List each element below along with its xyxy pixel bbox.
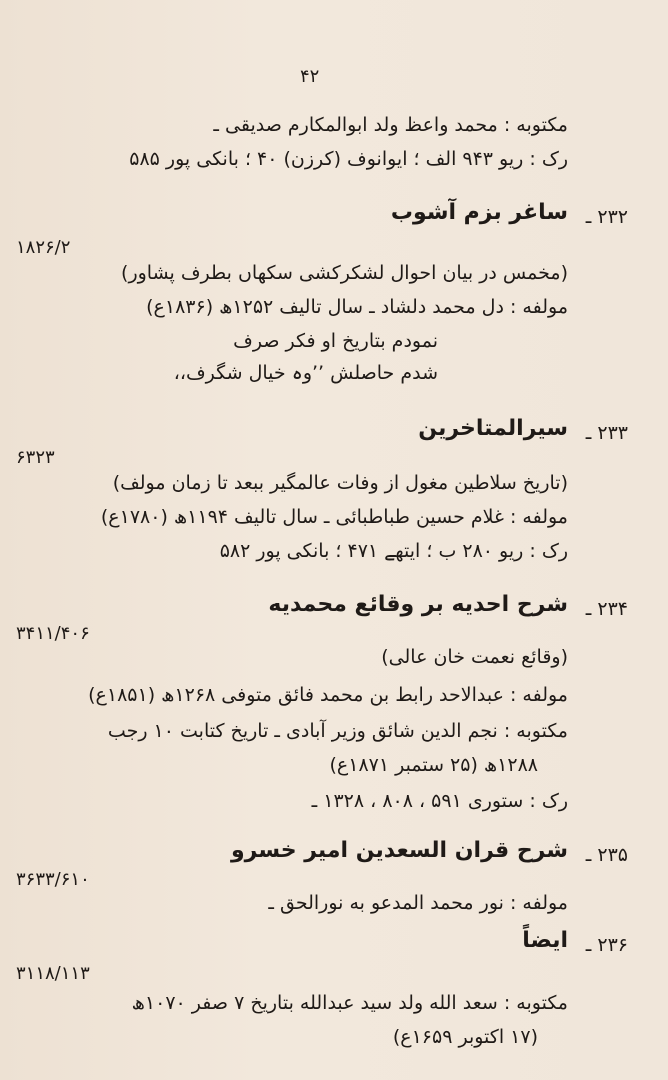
entry-234-date: ۱۲۸۸ھ (۲۵ ستمبر ۱۸۷۱ع) [329,754,538,776]
entry-234-references: رک : ستوری ۵۹۱ ، ۸۰۸ ، ۱۳۲۸ ـ [311,790,568,812]
entry-233-author: مولفه : غلام حسین طباطبائی ـ سال تالیف ۱۱۹۴ھ (۱۷۸۰ع) [100,506,568,528]
entry-235-code: ۳۶۳۳/۶۱۰ [16,869,90,890]
entry-234-author: مولفه : عبدالاحد رابط بن محمد فائق متوفی ۱۲۶۸ھ (۱۸۵۱ع) [88,684,568,706]
entry-232-author: مولفه : دل محمد دلشاد ـ سال تالیف ۱۲۵۲ھ (۱۸۳۶ع) [146,296,568,318]
entry-231-references: رک : ریو ۹۴۳ الف ؛ ایوانوف (کرزن) ۴۰ ؛ بانکی پور ۵۸۵ [129,148,568,170]
entry-232-code: ۱۸۲۶/۲ [16,237,71,258]
entry-233-number: ۲۳۳ ـ [585,422,628,444]
entry-236-number: ۲۳۶ ـ [585,934,628,956]
entry-234-title: شرح احدیه بر وقائع محمدیه [268,592,568,617]
entry-233-code: ۶۳۲۳ [16,447,55,468]
entry-234-scribe: مکتوبه : نجم الدین شائق وزیر آبادی ـ تاریخ کتابت ۱۰ رجب [107,720,568,742]
entry-236-code: ۳۱۱۸/۱۱۳ [16,963,90,984]
entry-236-date: (۱۷ اکتوبر ۱۶۵۹ع) [392,1026,538,1048]
entry-232-number: ۲۳۲ ـ [585,206,628,228]
entry-233-title: سیرالمتاخرین [418,416,568,441]
entry-232-verse-2: شدم حاصلش ’’وہ خیال شگرف،، [173,362,438,384]
entry-234-code: ۳۴۱۱/۴۰۶ [16,623,90,644]
entry-231-scribe: مکتوبه : محمد واعظ ولد ابوالمکارم صدیقی ـ [213,114,568,136]
entry-232-description: (مخمس در بیان احوال لشکرکشی سکھاں بطرف پشاور) [121,262,568,284]
entry-235-author: مولفه : نور محمد المدعو به نورالحق ـ [268,892,568,914]
page-number: ۴۲ [300,66,320,87]
entry-233-references: رک : ریو ۲۸۰ ب ؛ ایتھے ۴۷۱ ؛ بانکی پور ۵۸۲ [219,540,568,562]
entry-236-title: ایضاً [522,928,568,953]
entry-233-description: (تاریخ سلاطین مغول از وفات عالمگیر ببعد تا زمان مولف) [112,472,568,494]
entry-232-verse-1: نمودم بتاریخ او فکر صرف [233,330,438,352]
entry-232-title: ساغر بزم آشوب [390,200,568,225]
entry-235-title: شرح قران السعدین امیر خسرو [230,838,568,863]
entry-236-scribe: مکتوبه : سعد الله ولد سید عبدالله بتاریخ ۷ صفر ۱۰۷۰ھ [131,992,568,1014]
entry-235-number: ۲۳۵ ـ [585,844,628,866]
entry-234-number: ۲۳۴ ـ [585,598,628,620]
entry-234-description: (وقائع نعمت خان عالی) [381,646,568,668]
